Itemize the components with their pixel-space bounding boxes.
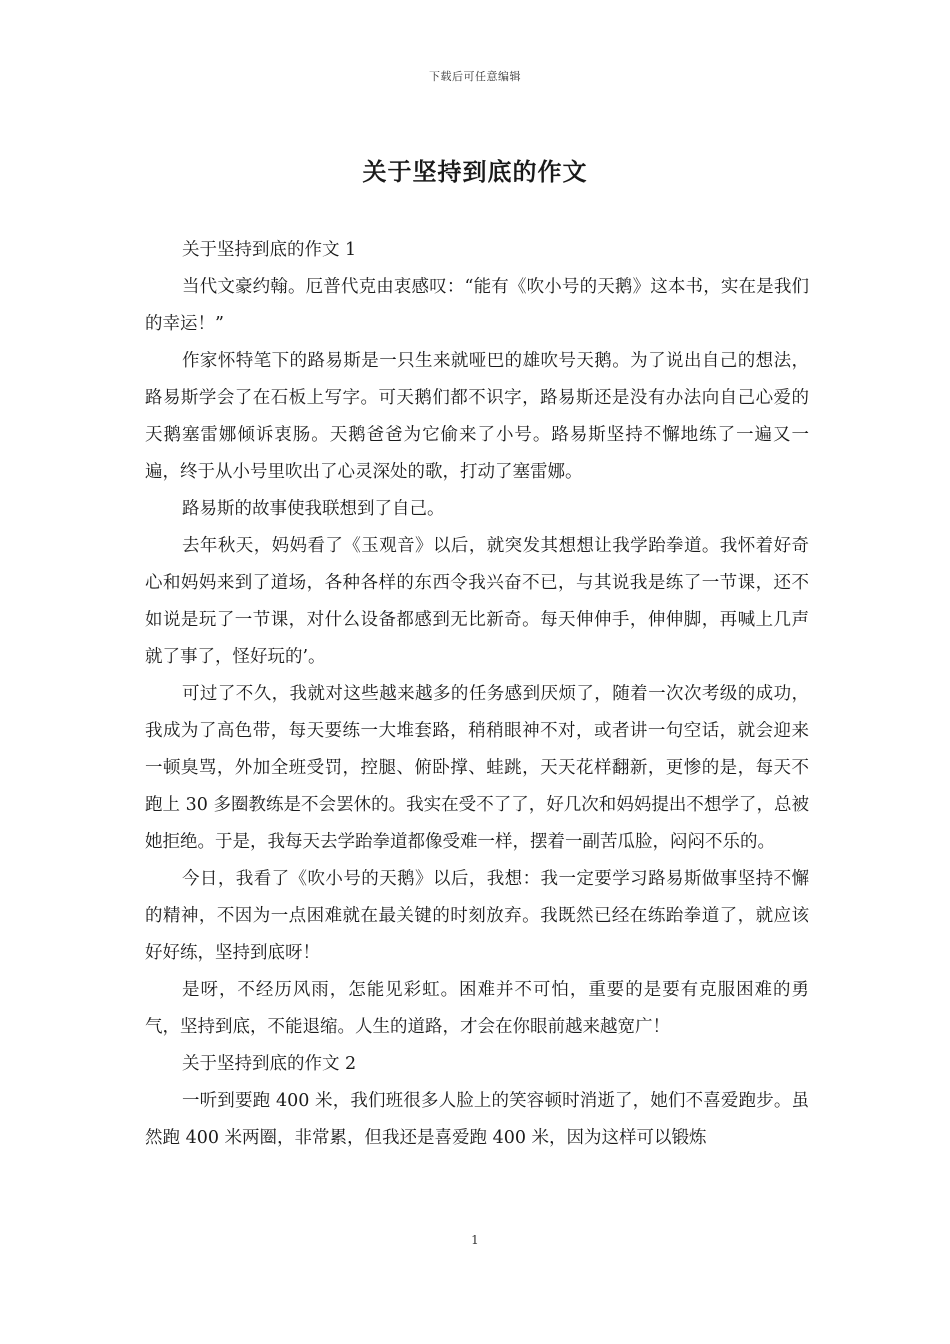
- page-number: 1: [471, 1233, 479, 1247]
- paragraph: 是呀，不经历风雨，怎能见彩虹。困难并不可怕，重要的是要有克服困难的勇气，坚持到底，不能退缩。人生的道路，才会在你眼前越来越宽广！: [145, 980, 809, 1037]
- page-header-note: 下载后可任意编辑: [429, 70, 521, 83]
- essay-2-heading: 关于坚持到底的作文 2: [182, 1054, 357, 1074]
- paragraph: 可过了不久，我就对这些越来越多的任务感到厌烦了，随着一次次考级的成功，我成为了高色带，每天要练一大堆套路，稍稍眼神不对，或者讲一句空话，就会迎来一顿臭骂，外加全班受罚，控腿、俯卧撑、蛙跳，天天花样翻新，更惨的是，每天不跑上 30 多圈教练是不会罢休的。我实在受不了了，好几次和妈妈提出不想学了，总被她拒绝。于是，我每天去学跆拳道都像受难一样，摆着一副苦瓜脸，闷闷不乐的。: [145, 684, 809, 852]
- essay-1-heading: 关于坚持到底的作文 1: [182, 240, 357, 260]
- document-body: [145, 232, 809, 1157]
- paragraph: 作家怀特笔下的路易斯是一只生来就哑巴的雄吹号天鹅。为了说出自己的想法，路易斯学会了在石板上写字。可天鹅们都不识字，路易斯还是没有办法向自己心爱的天鹅塞雷娜倾诉衷肠。天鹅爸爸为它偷来了小号。路易斯坚持不懈地练了一遍又一遍，终于从小号里吹出了心灵深处的歌，打动了塞雷娜。: [145, 351, 809, 482]
- paragraph: 当代文豪约翰。厄普代克由衷感叹：“能有《吹小号的天鹅》这本书，实在是我们的幸运！”: [145, 277, 809, 334]
- paragraph: 去年秋天，妈妈看了《玉观音》以后，就突发其想想让我学跆拳道。我怀着好奇心和妈妈来到了道场，各种各样的东西令我兴奋不已，与其说我是练了一节课，还不如说是玩了一节课，对什么设备都感到无比新奇。每天伸伸手，伸伸脚，再喊上几声就了事了，怪好玩的’。: [145, 536, 809, 667]
- paragraph: 一听到要跑 400 米，我们班很多人脸上的笑容顿时消逝了，她们不喜爱跑步。虽然跑 400 米两圈，非常累，但我还是喜爱跑 400 米，因为这样可以锻炼: [145, 1091, 809, 1148]
- document-title: 关于坚持到底的作文: [362, 157, 588, 186]
- paragraph: 今日，我看了《吹小号的天鹅》以后，我想：我一定要学习路易斯做事坚持不懈的精神，不因为一点困难就在最关键的时刻放弃。我既然已经在练跆拳道了，就应该好好练，坚持到底呀！: [145, 869, 809, 963]
- paragraph: 路易斯的故事使我联想到了自己。: [182, 499, 445, 519]
